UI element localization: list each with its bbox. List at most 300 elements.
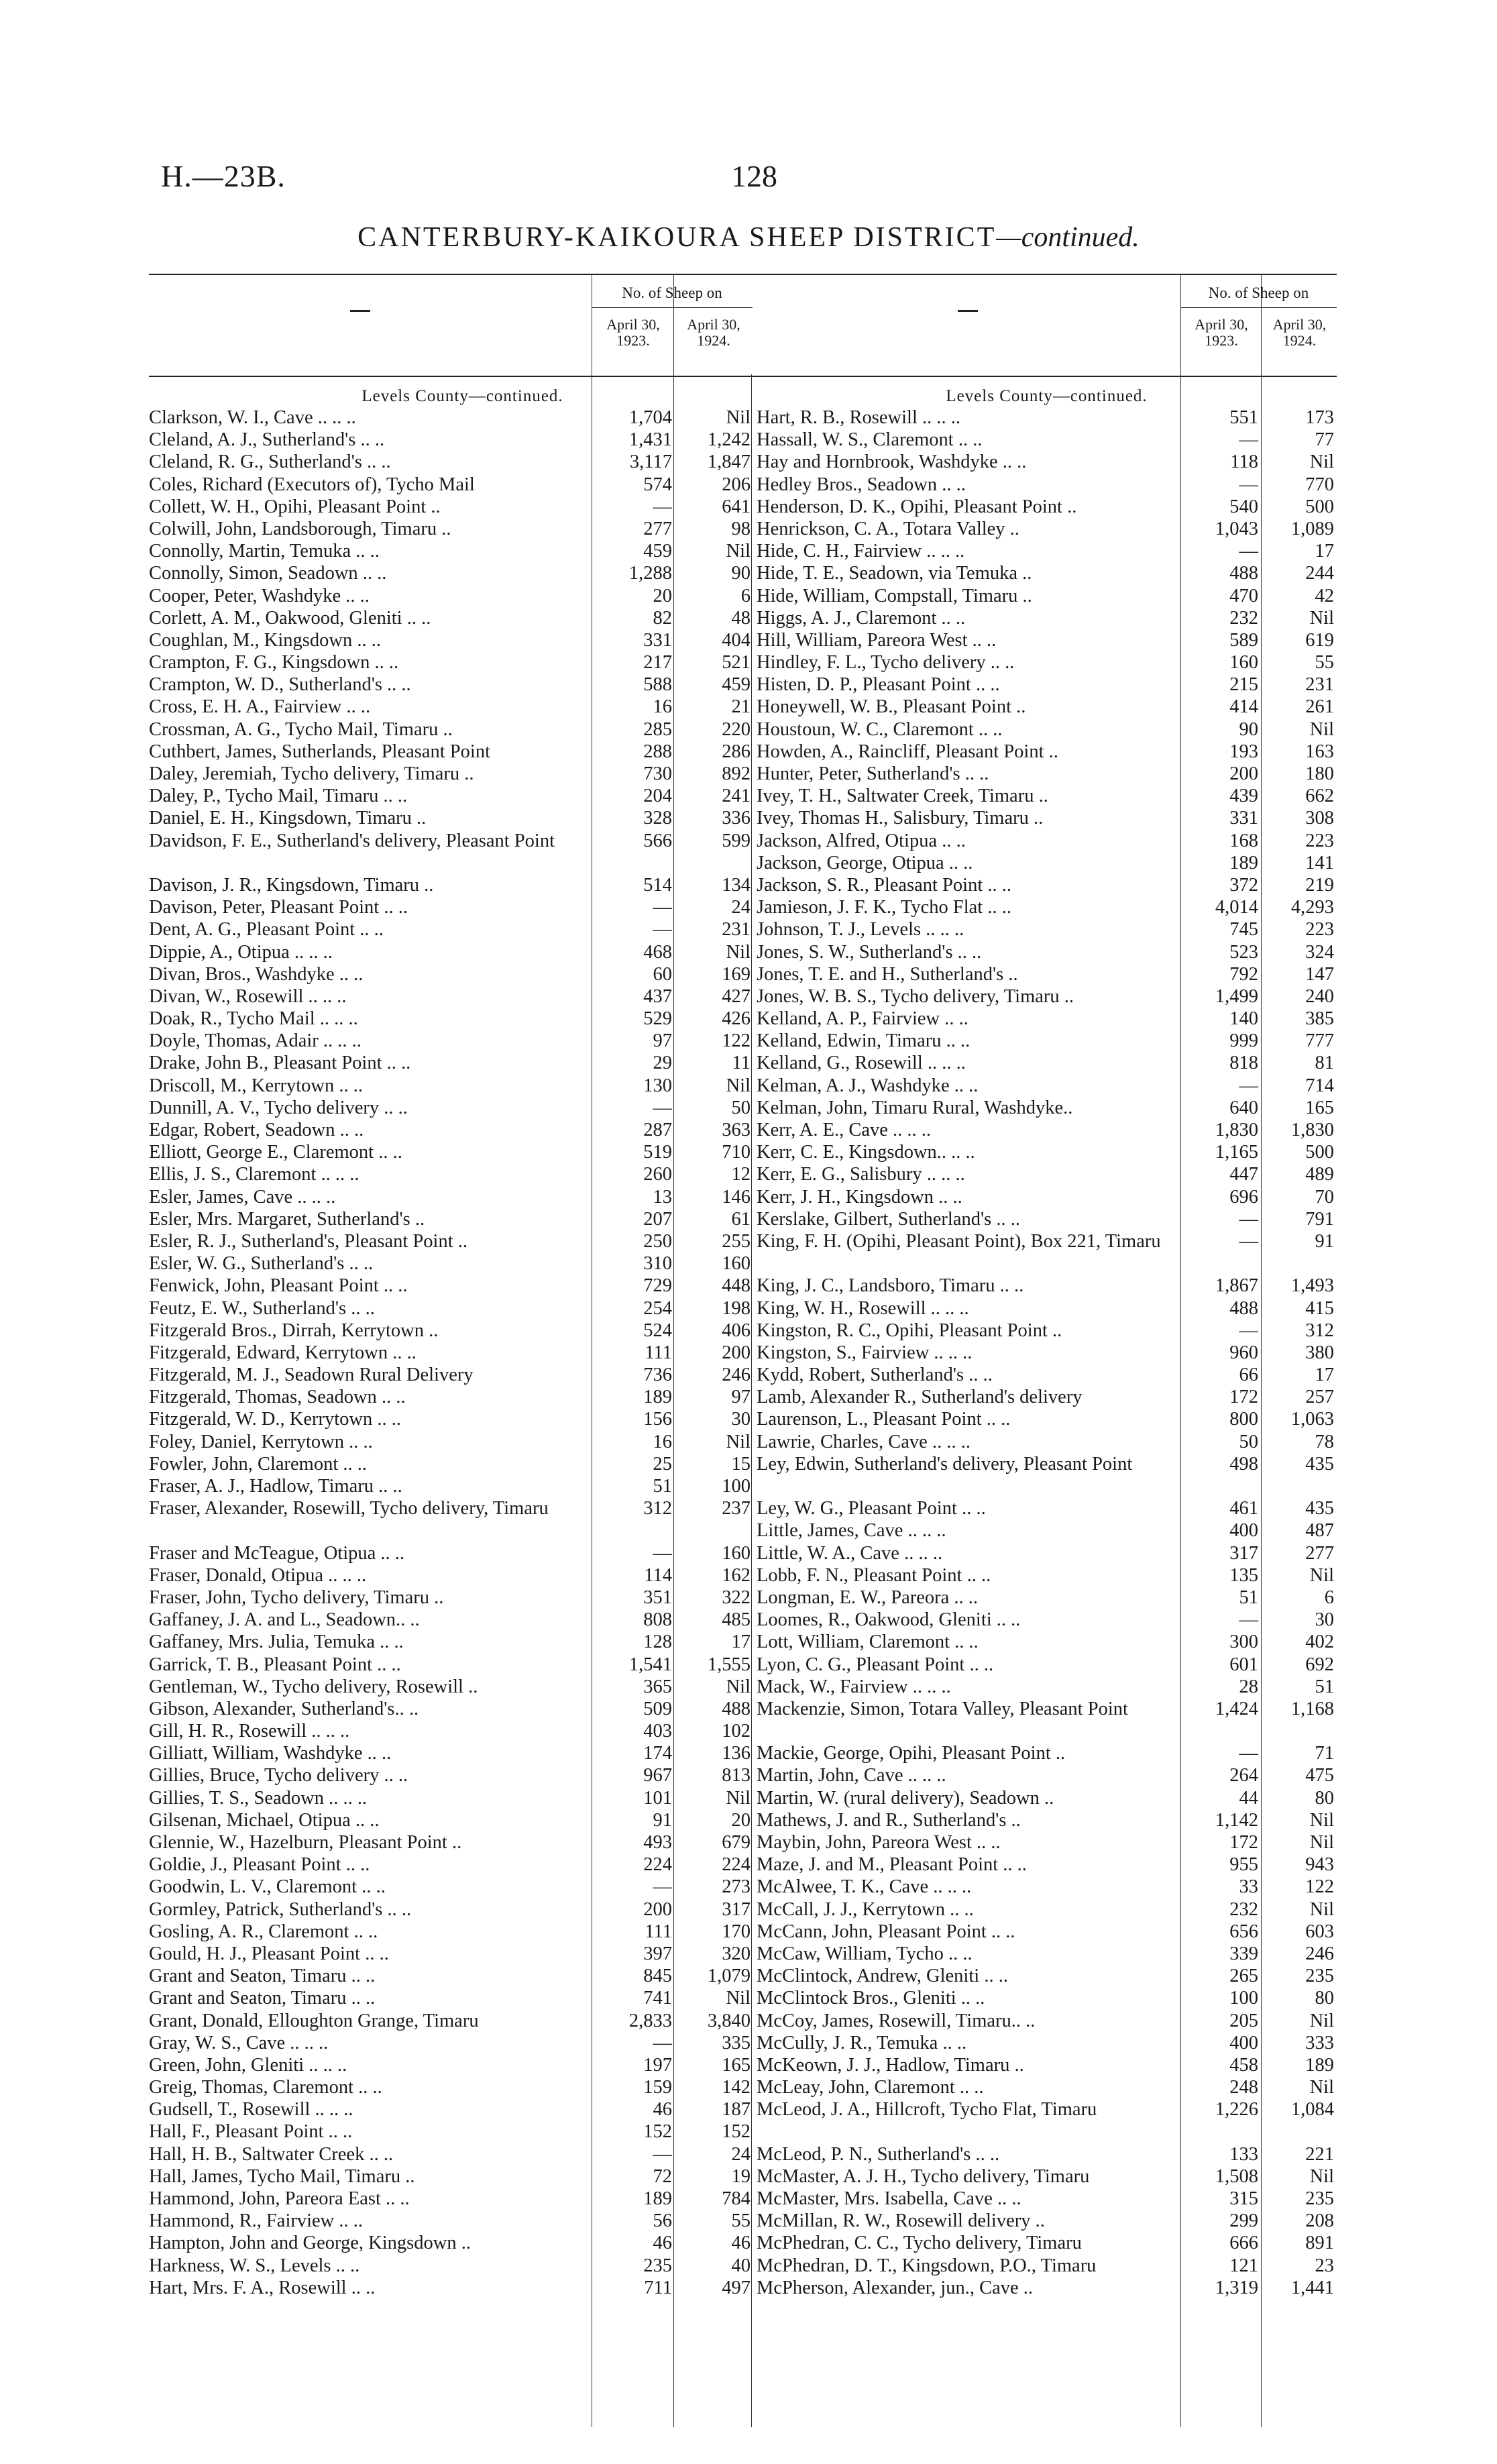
owner-name: Clarkson, W. I., Cave .. .. .. [149,407,356,428]
sheep-1923: 152 [643,2121,672,2143]
sheep-1923: 656 [1229,1921,1258,1942]
owner-column-dash [958,310,978,312]
table-row [757,941,1337,963]
table-row [149,1809,776,1831]
owner-name: McMaster, Mrs. Isabella, Cave .. .. [757,2188,1021,2210]
owner-name: Esler, R. J., Sutherland's, Pleasant Point .. [149,1230,468,1252]
sheep-1924: Nil [726,1787,751,1809]
owner-name: Jones, T. E. and H., Sutherland's .. [757,963,1018,985]
sheep-1923: 51 [1239,1587,1258,1608]
table-row [757,1364,1337,1386]
owner-name: McCann, John, Pleasant Point .. .. [757,1921,1015,1942]
table-row [149,2232,776,2254]
sheep-1924: 500 [1305,1142,1334,1163]
sheep-1923: 666 [1229,2233,1258,2254]
owner-name: Kydd, Robert, Sutherland's .. .. [757,1364,993,1386]
sheep-1924: 6 [1324,1587,1334,1608]
owner-name: Gould, H. J., Pleasant Point .. .. [149,1943,389,1964]
sheep-1923: 4,014 [1215,897,1258,918]
sheep-1923: 400 [1229,2032,1258,2053]
table-row [757,1876,1337,1898]
owner-name: Doak, R., Tycho Mail .. .. .. [149,1008,358,1030]
owner-name: Hall, F., Pleasant Point .. .. [149,2121,353,2143]
sheep-1923: 310 [643,1253,672,1275]
table-row [757,1609,1337,1631]
sheep-1924: Nil [1309,1898,1334,1920]
table-row [757,407,1337,429]
owner-name: Gosling, A. R., Claremont .. .. [149,1921,378,1942]
table-row [757,2210,1337,2232]
table-row [149,2054,776,2076]
owner-name: Little, James, Cave .. .. .. [757,1520,946,1542]
table-row [757,1654,1337,1676]
sheep-1924: 71 [1315,1743,1334,1764]
sheep-1923: — [653,1876,672,1898]
table-row [149,1631,776,1653]
sheep-1923: — [653,1542,672,1564]
table-row [757,1141,1337,1163]
owner-name: Fitzgerald, Thomas, Seadown .. .. [149,1387,406,1408]
table-row [757,1943,1337,1965]
table-row [149,1654,776,1676]
owner-name: Crampton, F. G., Kingsdown .. .. [149,652,399,674]
table-row [757,2143,1337,2165]
sheep-1924: Nil [726,1075,751,1096]
sheep-1923: 111 [645,1342,672,1363]
table-row [149,496,776,518]
sheep-1924: 55 [731,2210,751,2232]
sheep-1923: 97 [653,1030,672,1052]
table-row [149,407,776,429]
sheep-1923: 745 [1229,919,1258,941]
sheep-1923: — [653,897,672,918]
sheep-1924: 277 [1305,1542,1334,1564]
table-row [757,1764,1337,1786]
sheep-1924: 48 [731,607,751,629]
county-subheading: Levels County—continued. [362,387,563,405]
table-row [149,1119,776,1141]
sheep-1923: — [1239,1208,1258,1230]
table-row [149,1252,776,1275]
table-row [757,1052,1337,1074]
table-row [149,1564,776,1587]
sheep-1924: 17 [731,1631,751,1653]
sheep-1923: 204 [643,786,672,807]
sheep-1924: 1,168 [1290,1698,1334,1719]
table-row [149,2121,776,2143]
sheep-1924: 286 [722,741,751,762]
table-row [757,1119,1337,1141]
owner-name: Cleland, A. J., Sutherland's .. .. [149,429,385,451]
sheep-count-header: No. of Sheep on [622,284,722,301]
owner-name: McLeod, P. N., Sutherland's .. .. [757,2143,1000,2165]
sheep-1924: 23 [1315,2255,1334,2276]
sheep-1924: 459 [722,674,751,696]
sheep-1924: 435 [1305,1498,1334,1519]
sheep-1924: 385 [1305,1008,1334,1030]
owner-name: McAlwee, T. K., Cave .. .. .. [757,1876,972,1898]
owner-name: Kerr, A. E., Cave .. .. .. [757,1120,932,1140]
sheep-1924: 363 [722,1120,751,1141]
table-row [149,2098,776,2121]
table-row [149,2188,776,2210]
table-row [757,429,1337,451]
sheep-1923: 1,142 [1215,1809,1258,1831]
table-row [149,2277,776,2299]
sheep-1924: 122 [722,1030,751,1052]
sheep-1924: 1,089 [1290,518,1334,539]
sheep-1923: 215 [1229,674,1258,696]
sheep-1924: Nil [1309,451,1334,473]
owner-name: Henrickson, C. A., Totara Valley .. [757,518,1019,539]
table-row [149,1030,776,1052]
table-row [757,718,1337,741]
owner-name: Corlett, A. M., Oakwood, Gleniti .. .. [149,607,431,629]
sheep-1924: 777 [1305,1030,1334,1052]
table-header [149,274,776,377]
sheep-1923: 999 [1229,1030,1258,1052]
owner-name: Esler, Mrs. Margaret, Sutherland's .. [149,1208,425,1230]
sheep-1923: 156 [643,1409,672,1430]
sheep-1923: 25 [653,1453,672,1475]
owner-name: McKeown, J. J., Hadlow, Timaru .. [757,2054,1024,2076]
sheep-1924: 61 [731,1208,751,1230]
owner-name: Fenwick, John, Pleasant Point .. .. [149,1275,408,1297]
sheep-1924: 261 [1305,696,1334,718]
owner-name: Divan, Bros., Washdyke .. .. [149,963,364,985]
sheep-1924: 97 [731,1387,751,1408]
date-header-1923: April 30, 1923. [1195,316,1248,349]
owner-name: Kingston, S., Fairview .. .. .. [757,1342,973,1363]
sheep-1924: 55 [1315,652,1334,674]
owner-name: Lott, William, Claremont .. .. [757,1631,979,1653]
table-row [149,1342,776,1364]
table-row [149,474,776,496]
sheep-1924: 220 [722,718,751,740]
right-table [757,274,1337,2299]
table-row [757,651,1337,674]
sheep-1924: 1,084 [1290,2099,1334,2121]
sheep-1923: 51 [653,1476,672,1497]
sheep-1923: 524 [643,1320,672,1341]
sheep-1923: 1,431 [628,429,672,451]
sheep-1923: 1,226 [1215,2099,1258,2121]
table-row [757,1342,1337,1364]
sheep-1923: 312 [643,1498,672,1519]
table-row [149,1097,776,1119]
sheep-1924: 770 [1305,474,1334,495]
sheep-1924: 603 [1305,1921,1334,1942]
owner-name: Goldie, J., Pleasant Point .. .. [149,1854,370,1876]
sheep-1923: 1,541 [628,1654,672,1675]
sheep-1924: 244 [1305,563,1334,584]
owner-name: Hart, R. B., Rosewill .. .. .. [757,407,960,428]
sheep-1924: 165 [722,2054,751,2076]
sheep-1924: Nil [1309,607,1334,629]
sheep-1923: 414 [1229,696,1258,718]
owner-name: Mathews, J. and R., Sutherland's .. [757,1809,1021,1831]
sheep-1924: 714 [1305,1075,1334,1096]
owner-name: Martin, W. (rural delivery), Seadown .. [757,1787,1054,1809]
sheep-1923: 287 [643,1120,672,1141]
sheep-1923: 488 [1229,563,1258,584]
sheep-1923: 792 [1229,963,1258,985]
owner-name: Edgar, Robert, Seadown .. .. [149,1120,364,1141]
sheep-1923: 845 [643,1966,672,1987]
owner-name: Hedley Bros., Seadown .. .. [757,474,966,495]
owner-name: McClintock Bros., Gleniti .. .. [757,1988,985,2009]
sheep-1923: 128 [643,1631,672,1653]
sheep-1923: 200 [643,1898,672,1920]
date-header-1923: April 30, 1923. [606,316,660,349]
owner-name: Feutz, E. W., Sutherland's .. .. [149,1297,375,1319]
page-number: 128 [731,159,777,193]
sheep-1924: 619 [1305,629,1334,651]
owner-name: McPherson, Alexander, jun., Cave .. [757,2277,1034,2298]
owner-name: Martin, John, Cave .. .. .. [757,1765,946,1786]
sheep-1924: 80 [1315,1988,1334,2009]
owner-name: Kelland, A. P., Fairview .. .. [757,1008,968,1030]
sheep-1924: Nil [726,1988,751,2009]
sheep-1923: 447 [1229,1164,1258,1185]
table-row [757,1587,1337,1609]
owner-name: Gentleman, W., Tycho delivery, Rosewill .. [149,1676,478,1697]
sheep-1924: 891 [1305,2233,1334,2254]
sheep-1923: 328 [643,808,672,829]
owner-name: Fraser and McTeague, Otipua .. .. [149,1542,405,1564]
table-row [757,2054,1337,2076]
table-row [757,1208,1337,1230]
sheep-1924: 91 [1315,1230,1334,1252]
county-subheading: Levels County—continued. [946,387,1148,405]
table-row [149,1163,776,1185]
sheep-1923: 235 [643,2255,672,2276]
owner-name: Hide, William, Compstall, Timaru .. [757,585,1032,606]
owner-name: Maybin, John, Pareora West .. .. [757,1832,1001,1854]
table-row [149,1609,776,1631]
owner-name: McPhedran, C. C., Tycho delivery, Timaru [757,2233,1082,2254]
owner-name: Gudsell, T., Rosewill .. .. .. [149,2099,353,2121]
table-row [757,763,1337,785]
table-row [149,518,776,540]
sheep-1923: 254 [643,1297,672,1319]
owner-name: McPhedran, D. T., Kingsdown, P.O., Timaru [757,2255,1097,2276]
sheep-1924: 692 [1305,1654,1334,1675]
owner-name: Gilsenan, Michael, Otipua .. .. [149,1809,380,1831]
sheep-1923: 1,288 [628,563,672,584]
sheep-1923: 50 [1239,1431,1258,1452]
sheep-1924: 1,493 [1290,1275,1334,1297]
sheep-1923: 174 [643,1743,672,1764]
owner-name: Hammond, R., Fairview .. .. [149,2210,364,2232]
sheep-1923: 130 [643,1075,672,1096]
sheep-1923: — [653,2143,672,2165]
sheep-1923: 232 [1229,607,1258,629]
owner-name: Cuthbert, James, Sutherlands, Pleasant Point [149,741,490,762]
owner-name: Kelland, Edwin, Timaru .. .. [757,1030,971,1052]
sheep-1924: 147 [1305,963,1334,985]
owner-name: Cross, E. H. A., Fairview .. .. [149,696,371,718]
sheep-1924: 223 [1305,919,1334,941]
owner-name: McCall, J. J., Kerrytown .. .. [757,1898,974,1920]
owner-name: King, W. H., Rosewill .. .. .. [757,1297,969,1319]
owner-name: Cleland, R. G., Sutherland's .. .. [149,451,391,473]
sheep-1924: 160 [722,1253,751,1275]
table-row [149,2210,776,2232]
sheep-1923: 1,867 [1215,1275,1258,1297]
sheep-1923: — [653,919,672,941]
sheep-1923: 44 [1239,1787,1258,1809]
table-row [149,1475,776,1497]
owner-name: Green, John, Gleniti .. .. .. [149,2054,347,2076]
sheep-1924: 320 [722,1943,751,1964]
sheep-1924: 497 [722,2277,751,2298]
sheep-1924: 100 [722,1476,751,1497]
table-row [757,963,1337,985]
owner-name: Lyon, C. G., Pleasant Point .. .. [757,1654,994,1675]
owner-name: Hunter, Peter, Sutherland's .. .. [757,763,989,784]
table-row [149,1787,776,1809]
owner-name: Jamieson, J. F. K., Tycho Flat .. .. [757,897,1011,918]
sheep-1923: 60 [653,963,672,985]
sheep-1924: 599 [722,830,751,851]
sheep-1924: 231 [722,919,751,941]
sheep-1923: 101 [643,1787,672,1809]
table-row [757,1676,1337,1698]
sheep-1924: 4,293 [1290,897,1334,918]
table-row [757,896,1337,918]
sheep-1924: 189 [1305,2054,1334,2076]
owner-name: McLeod, J. A., Hillcroft, Tycho Flat, Timaru [757,2099,1097,2121]
table-row [149,741,776,763]
sheep-1924: 165 [1305,1097,1334,1118]
owner-name: Fitzgerald, Edward, Kerrytown .. .. [149,1342,417,1363]
table-row [757,607,1337,629]
owner-name: King, J. C., Landsboro, Timaru .. .. [757,1275,1024,1297]
sheep-1923: 458 [1229,2054,1258,2076]
sheep-1924: Nil [1309,2077,1334,2098]
table-row [757,2188,1337,2210]
owner-name: Laurenson, L., Pleasant Point .. .. [757,1409,1011,1430]
table-row [757,1097,1337,1119]
sheep-1924: 488 [722,1698,751,1719]
owner-name: Coughlan, M., Kingsdown .. .. [149,629,381,651]
table-row [757,1854,1337,1876]
sheep-1923: 288 [643,741,672,762]
table-row [149,1320,776,1342]
sheep-1923: 189 [1229,852,1258,873]
owner-name: Kelland, G., Rosewill .. .. .. [757,1053,966,1074]
table-row [149,941,776,963]
table-row [149,2076,776,2098]
table-row [149,896,776,918]
sheep-1924: Nil [1309,718,1334,740]
table-row [757,696,1337,718]
left-rows [149,407,776,2299]
table-row [757,1163,1337,1185]
sheep-1923: 588 [643,674,672,696]
table-row [149,1898,776,1921]
table-row [149,2165,776,2188]
sheep-1923: — [1239,541,1258,562]
table-row [757,785,1337,807]
table-row [149,1742,776,1764]
sheep-1924: 500 [1305,496,1334,517]
owner-name: Fraser, Donald, Otipua .. .. .. [149,1564,367,1586]
owner-name: Hay and Hornbrook, Washdyke .. .. [757,451,1027,473]
title-text: CANTERBURY-KAIKOURA SHEEP DISTRICT [357,222,997,253]
owner-name: Jones, S. W., Sutherland's .. .. [757,941,982,963]
table-row [757,1698,1337,1742]
owner-name: Hall, H. B., Saltwater Creek .. .. [149,2143,394,2165]
sheep-1923: 468 [643,941,672,963]
table-row [757,1386,1337,1408]
table-row [149,1230,776,1252]
sheep-1923: 200 [1229,763,1258,784]
table-row [149,1676,776,1698]
owner-name: McCoy, James, Rosewill, Timaru.. .. [757,2010,1036,2031]
sheep-1924: Nil [726,941,751,963]
table-row [757,1831,1337,1854]
table-row [757,474,1337,496]
sheep-1923: 1,508 [1215,2165,1258,2187]
owner-name: Colwill, John, Landsborough, Timaru .. [149,518,451,539]
owner-name: Honeywell, W. B., Pleasant Point .. [757,696,1026,718]
sheep-1924: 208 [1305,2210,1334,2232]
sheep-1923: 493 [643,1832,672,1854]
table-row [757,1230,1337,1275]
sheep-1924: 1,830 [1290,1120,1334,1140]
owner-name: Daniel, E. H., Kingsdown, Timaru .. [149,808,427,829]
sheep-1923: 1,830 [1215,1120,1258,1140]
sheep-1923: 317 [1229,1542,1258,1564]
sheep-1924: 892 [722,763,751,784]
owner-name: Hide, C. H., Fairview .. .. .. [757,541,965,562]
sheep-1924: 324 [1305,941,1334,963]
sheep-1924: 146 [722,1186,751,1208]
sheep-1924: 77 [1315,429,1334,451]
owner-name: Kerr, C. E., Kingsdown.. .. .. [757,1142,975,1163]
sheep-1924: 24 [731,2143,751,2165]
table-row [149,763,776,785]
owner-name: McCaw, William, Tycho .. .. [757,1943,973,1964]
owner-name: Dippie, A., Otipua .. .. .. [149,941,333,963]
table-row [149,1364,776,1386]
sheep-1924: 333 [1305,2032,1334,2053]
owner-name: Davidson, F. E., Sutherland's delivery, Pleasant Point [149,830,555,851]
sheep-1923: 1,704 [628,407,672,428]
owner-name: Fitzgerald, M. J., Seadown Rural Delivery [149,1364,474,1386]
owner-name: Driscoll, M., Kerrytown .. .. [149,1075,363,1096]
owner-name: Foley, Daniel, Kerrytown .. .. [149,1431,373,1452]
table-row [149,1987,776,2009]
table-row [757,918,1337,941]
table-row [757,1075,1337,1097]
table-row [757,562,1337,584]
sheep-1923: 33 [1239,1876,1258,1898]
sheep-1924: 162 [722,1564,751,1586]
table-row [757,874,1337,896]
date-header-1924: April 30, 1924. [1272,316,1327,349]
owner-name: Ley, Edwin, Sutherland's delivery, Pleasant Point [757,1453,1133,1475]
sheep-1924: 1,242 [707,429,751,451]
owner-name: Gillies, T. S., Seadown .. .. .. [149,1787,368,1809]
sheep-1924: 1,847 [707,451,751,473]
owner-name: Connolly, Martin, Temuka .. .. [149,541,380,562]
sheep-1923: 3,117 [629,451,672,473]
table-row [149,2255,776,2277]
sheep-1924: 435 [1305,1453,1334,1475]
